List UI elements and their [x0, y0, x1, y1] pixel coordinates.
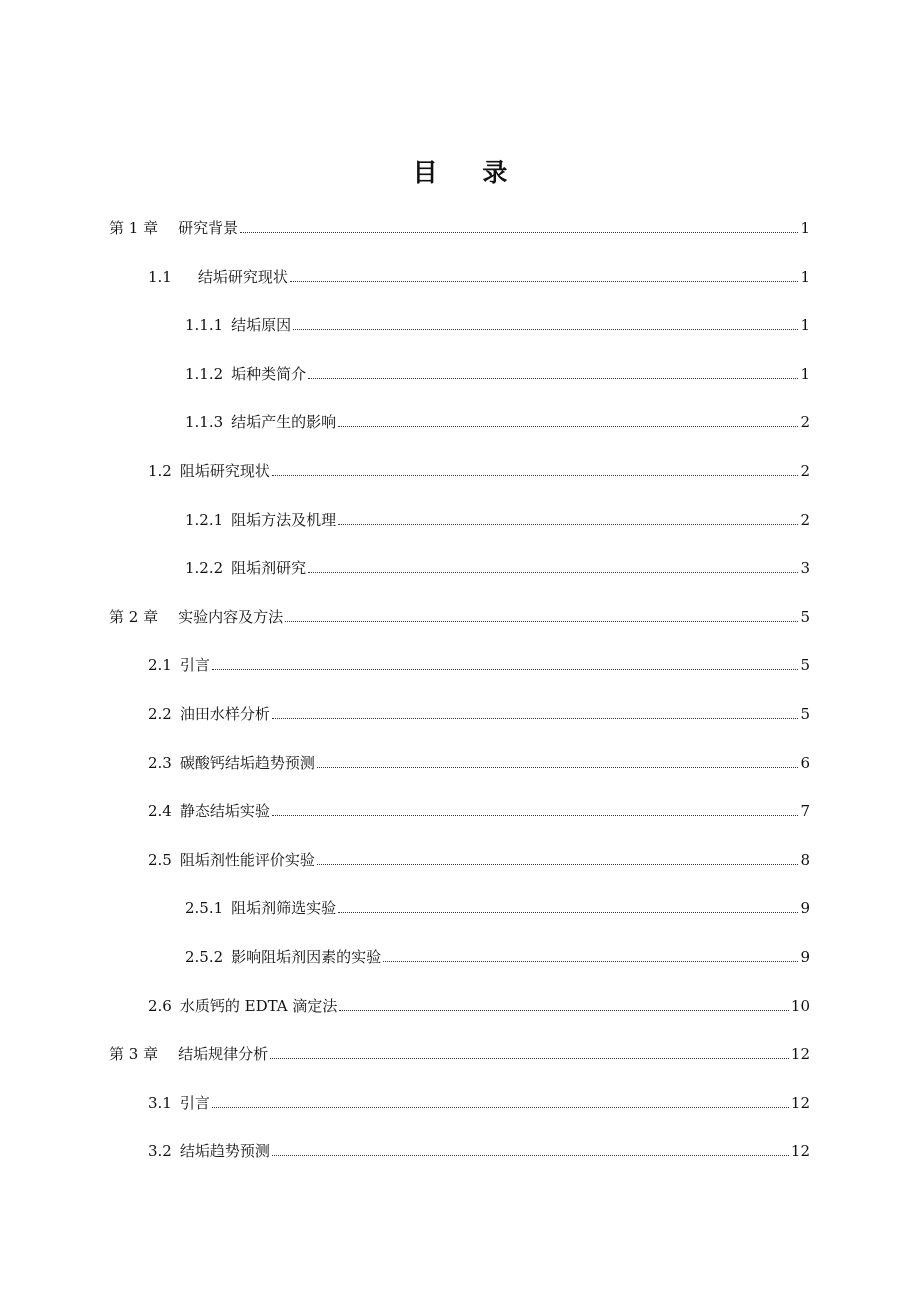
- toc-entry-page-number: 9: [800, 899, 810, 918]
- toc-entry-page-number: 2: [800, 462, 810, 480]
- toc-entry-title: 阻垢剂筛选实验: [231, 899, 337, 918]
- toc-dot-leader: [308, 572, 798, 573]
- toc-dot-leader: [317, 767, 799, 768]
- toc-dot-leader: [290, 281, 799, 282]
- toc-entry-number: 第 1 章: [109, 219, 159, 237]
- toc-entry-number: 1.1.3: [185, 413, 224, 432]
- toc-entry[interactable]: [148, 700, 810, 724]
- toc-entry-page-number: 5: [800, 705, 810, 723]
- toc-entry-number: 1.1.2: [185, 364, 224, 383]
- toc-entry[interactable]: [185, 506, 810, 530]
- toc-entry[interactable]: [148, 263, 810, 287]
- toc-title: 目 录: [412, 158, 526, 187]
- toc-entry-title: 阻垢研究现状: [179, 462, 270, 480]
- toc-dot-leader: [212, 669, 799, 670]
- toc-dot-leader: [240, 232, 798, 233]
- toc-entry-title: 研究背景: [178, 219, 239, 237]
- toc-entry-page-number: 1: [800, 316, 810, 335]
- toc-entry[interactable]: [148, 1137, 810, 1161]
- toc-entry-number: 2.6: [148, 996, 172, 1015]
- toc-entry-title: 引言: [179, 1093, 210, 1112]
- toc-entry-title: 结垢研究现状: [197, 267, 288, 286]
- toc-entry-page-number: 7: [800, 802, 810, 821]
- toc-entry[interactable]: [109, 603, 810, 627]
- toc-entry-page-number: 1: [800, 267, 810, 286]
- toc-entry-page-number: 1: [800, 219, 810, 237]
- toc-entry[interactable]: [148, 457, 810, 481]
- toc-dot-leader: [272, 475, 799, 476]
- toc-entry-title: 碳酸钙结垢趋势预测: [179, 753, 315, 772]
- toc-entry-title: 影响阻垢剂因素的实验: [231, 948, 382, 966]
- toc-entry-number: 1.1: [148, 267, 172, 286]
- toc-entry-page-number: 5: [800, 656, 810, 675]
- toc-entry-number: 3.2: [148, 1142, 172, 1161]
- toc-dot-leader: [285, 621, 798, 622]
- toc-entry-number: 1.2: [148, 462, 172, 480]
- toc-entry-number: 2.5: [148, 850, 172, 869]
- toc-entry-number: 3.1: [148, 1093, 172, 1112]
- toc-entry[interactable]: [185, 408, 810, 432]
- toc-entry-number: 2.2: [148, 705, 172, 723]
- toc-entry-number: 2.5.2: [185, 948, 224, 966]
- toc-dot-leader: [272, 1155, 789, 1156]
- toc-entry-number: 2.5.1: [185, 899, 224, 918]
- toc-entry-number: 1.2.2: [185, 559, 224, 578]
- toc-dot-leader: [338, 912, 798, 913]
- toc-entry[interactable]: [109, 1040, 810, 1064]
- toc-dot-leader: [339, 1010, 789, 1011]
- toc-entry-number: 2.3: [148, 753, 172, 772]
- toc-dot-leader: [270, 1058, 789, 1059]
- toc-entry[interactable]: [148, 1089, 810, 1113]
- toc-entry-number: 1.2.1: [185, 510, 224, 529]
- toc-entry-page-number: 12: [790, 1093, 810, 1112]
- toc-entry-title: 结垢原因: [231, 316, 292, 335]
- toc-entry[interactable]: [109, 214, 810, 238]
- toc-entry-page-number: 3: [800, 559, 810, 578]
- toc-entry[interactable]: [185, 554, 810, 578]
- toc-entry[interactable]: [185, 894, 810, 918]
- toc-entry[interactable]: [148, 651, 810, 675]
- toc-dot-leader: [272, 815, 799, 816]
- toc-dot-leader: [338, 524, 798, 525]
- toc-entry-title: 静态结垢实验: [179, 802, 270, 821]
- toc-entry-title: 结垢产生的影响: [231, 413, 337, 432]
- toc-entry-page-number: 12: [790, 1045, 810, 1064]
- toc-entry-page-number: 1: [800, 364, 810, 383]
- toc-dot-leader: [272, 718, 799, 719]
- toc-entry-number: 2.4: [148, 802, 172, 821]
- toc-entry-page-number: 6: [800, 753, 810, 772]
- toc-entry-title: 引言: [179, 656, 210, 675]
- toc-entry-page-number: 10: [790, 996, 810, 1015]
- toc-entry[interactable]: [185, 360, 810, 384]
- toc-entry-number: 第 2 章: [109, 607, 159, 626]
- toc-dot-leader: [212, 1107, 789, 1108]
- toc-dot-leader: [293, 329, 798, 330]
- toc-entry[interactable]: [148, 846, 810, 870]
- toc-entry[interactable]: [148, 749, 810, 773]
- toc-entry-page-number: 2: [800, 413, 810, 432]
- toc-entry-title: 阻垢剂研究: [231, 559, 307, 578]
- toc-entry-title: 水质钙的 EDTA 滴定法: [179, 996, 338, 1015]
- toc-entry-title: 结垢趋势预测: [179, 1142, 270, 1161]
- toc-entry-number: 2.1: [148, 656, 172, 675]
- toc-dot-leader: [308, 378, 798, 379]
- toc-entry[interactable]: [148, 797, 810, 821]
- toc-dot-leader: [338, 426, 798, 427]
- toc-entry-page-number: 8: [800, 850, 810, 869]
- toc-entry[interactable]: [185, 943, 810, 967]
- toc-entry-page-number: 5: [800, 607, 810, 626]
- toc-entry-page-number: 9: [800, 948, 810, 966]
- toc-entry-title: 实验内容及方法: [178, 607, 284, 626]
- toc-entry-title: 结垢规律分析: [178, 1045, 269, 1064]
- toc-entry-page-number: 12: [790, 1142, 810, 1161]
- toc-entry-title: 油田水样分析: [179, 705, 270, 723]
- toc-entry-number: 第 3 章: [109, 1045, 159, 1064]
- toc-entry-page-number: 2: [800, 510, 810, 529]
- toc-entry-title: 阻垢剂性能评价实验: [179, 850, 315, 869]
- toc-entry[interactable]: [148, 992, 810, 1016]
- toc-dot-leader: [317, 864, 799, 865]
- toc-entry-title: 阻垢方法及机理: [231, 510, 337, 529]
- toc-entry[interactable]: [185, 311, 810, 335]
- toc-entry-number: 1.1.1: [185, 316, 224, 335]
- toc-dot-leader: [383, 961, 798, 962]
- toc-entry-title: 垢种类简介: [231, 364, 307, 383]
